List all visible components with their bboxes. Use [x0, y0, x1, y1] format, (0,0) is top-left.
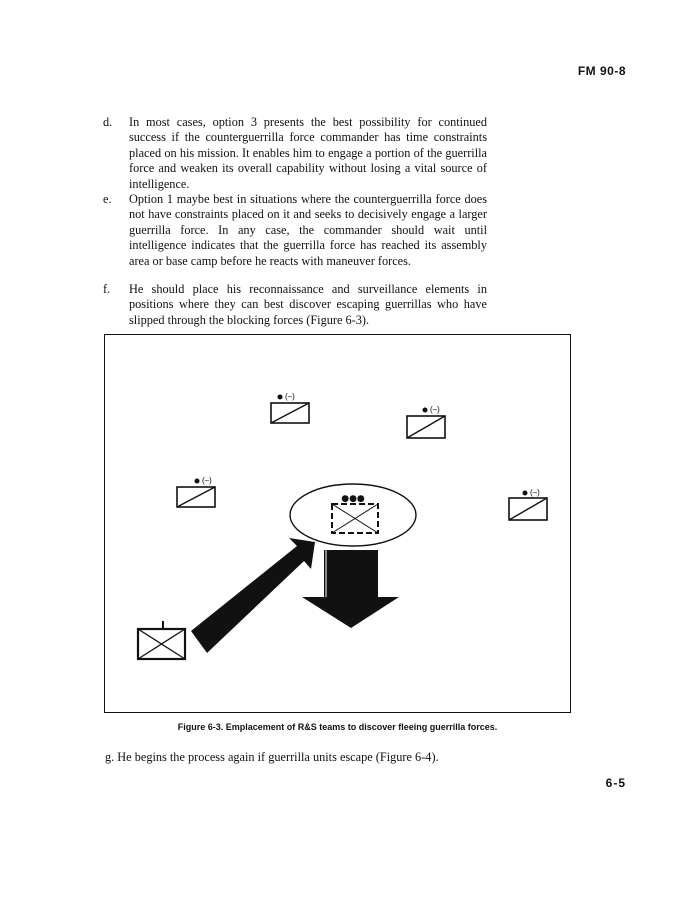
tactical-diagram — [105, 335, 572, 714]
rs-team-icon — [177, 476, 215, 507]
maneuver-arrow-icon — [191, 538, 315, 653]
paragraph-letter: d. — [103, 115, 113, 129]
page-number: 6-5 — [605, 776, 626, 790]
figure-6-3 — [104, 334, 571, 713]
paragraph-g: g. He begins the process again if guerrilla units escape (Figure 6-4). — [105, 750, 439, 764]
unit-size-label: (–) — [285, 392, 295, 401]
rs-team-icon — [509, 488, 547, 520]
figure-caption: Figure 6-3. Emplacement of R&S teams to discover fleeing guerrilla forces. — [177, 722, 498, 732]
rs-team-icon — [407, 405, 445, 438]
paragraph-letter: e. — [103, 192, 112, 206]
unit-size-label: (–) — [202, 476, 212, 485]
paragraph-text: Option 1 maybe best in situations where the counterguerrilla force does not have constraints placed on it and seeks to decisively engage a larger guerrilla force. In any case, the commander should wait until intelligence indicates that the guerrilla force has reached its assembly area or base camp before he reacts with maneuver forces. — [129, 192, 487, 268]
guerrilla-size-label: ●●● — [341, 494, 365, 504]
paragraph-text: He should place his reconnaissance and surveillance elements in positions where they can best discover escaping guerrillas who have slipped through the blocking forces (Figure 6-3). — [129, 282, 487, 327]
guerrilla-base-icon — [290, 484, 416, 546]
paragraph-d — [103, 115, 487, 192]
blocking-arrow-icon — [302, 550, 399, 628]
manual-id: FM 90-8 — [577, 64, 626, 78]
paragraph-f — [103, 282, 487, 328]
paragraph-letter: f. — [103, 282, 111, 296]
unit-size-label: (–) — [530, 488, 540, 497]
rs-team-icon — [271, 392, 309, 423]
infantry-unit-icon — [138, 621, 185, 659]
paragraph-e — [103, 192, 487, 269]
unit-size-label: (–) — [430, 405, 440, 414]
paragraph-text: In most cases, option 3 presents the best possibility for continued success if the counterguerrilla force commander has time constraints placed on his mission. It enables him to engage a portion of the guerrilla force and weaken its overall capability without losing a vital source of intelligence. — [129, 115, 487, 191]
